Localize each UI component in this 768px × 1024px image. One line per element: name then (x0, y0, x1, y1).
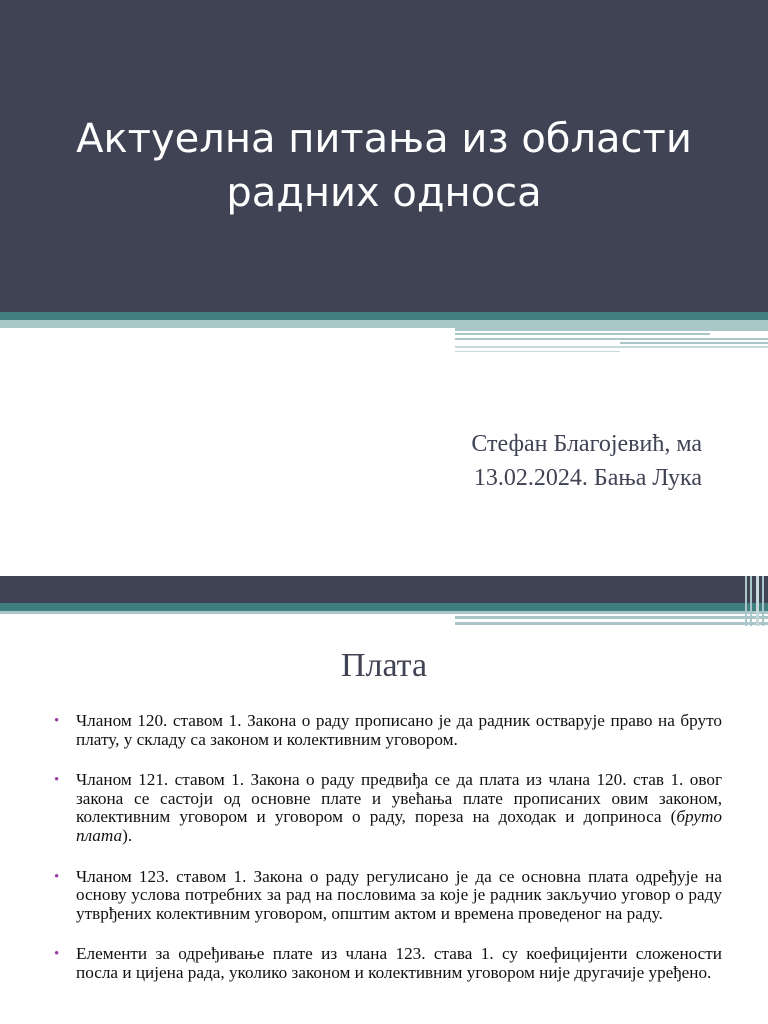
presentation-title-line-1: Актуелна питања из области (76, 116, 692, 162)
list-item (54, 945, 722, 982)
date-and-place: 13.02.2024. Бања Лука (473, 465, 702, 491)
list-item (54, 771, 722, 845)
author-name: Стефан Благојевић, ма (471, 431, 702, 457)
bullet-text-end: ). (122, 825, 133, 845)
bullet-icon: • (54, 772, 60, 789)
bullet-text: Елементи за одређивање плате из члана 123. става 1. су коефицијенти сложености посла и цијена рада, уколико законом и колективним уговором није другачије уређено. (76, 944, 722, 982)
bullet-icon: • (54, 946, 60, 963)
bullet-text: Чланом 123. ставом 1. Закона о раду регулисано је да се основна плата одређује на основу услова потребних за рад на пословима за које је радник закључио уговор о раду утврђених колективним уговором, општим актом и времена проведеног на раду. (76, 866, 722, 923)
presentation-subtitle (471, 427, 702, 495)
slide-title: Плата (340, 647, 428, 684)
bullet-text-start: Чланом 121. ставом 1. Закона о раду предвиђа се да плата из члана 120. став 1. овог закона се састоји од основне плате и увећања плате прописаних овим законом, колективним уговором и уговором о раду, пореза на доходак и доприноса ( (76, 770, 722, 827)
bullet-text (76, 770, 722, 845)
presentation-title-line-2: радних односа (226, 170, 542, 216)
list-item (54, 868, 722, 924)
bullet-text-italic: бруто плата (76, 807, 722, 845)
bullet-icon: • (54, 868, 60, 885)
bullet-text: Чланом 120. ставом 1. Закона о раду прописано је да радник остварује право на бруто плату, у складу са законом и колективним уговором. (76, 711, 722, 749)
bullet-icon: • (54, 713, 60, 729)
presentation-title (30, 112, 738, 220)
content-slide-plata (0, 576, 768, 1024)
list-item (54, 712, 722, 749)
bullet-list (54, 712, 722, 1005)
